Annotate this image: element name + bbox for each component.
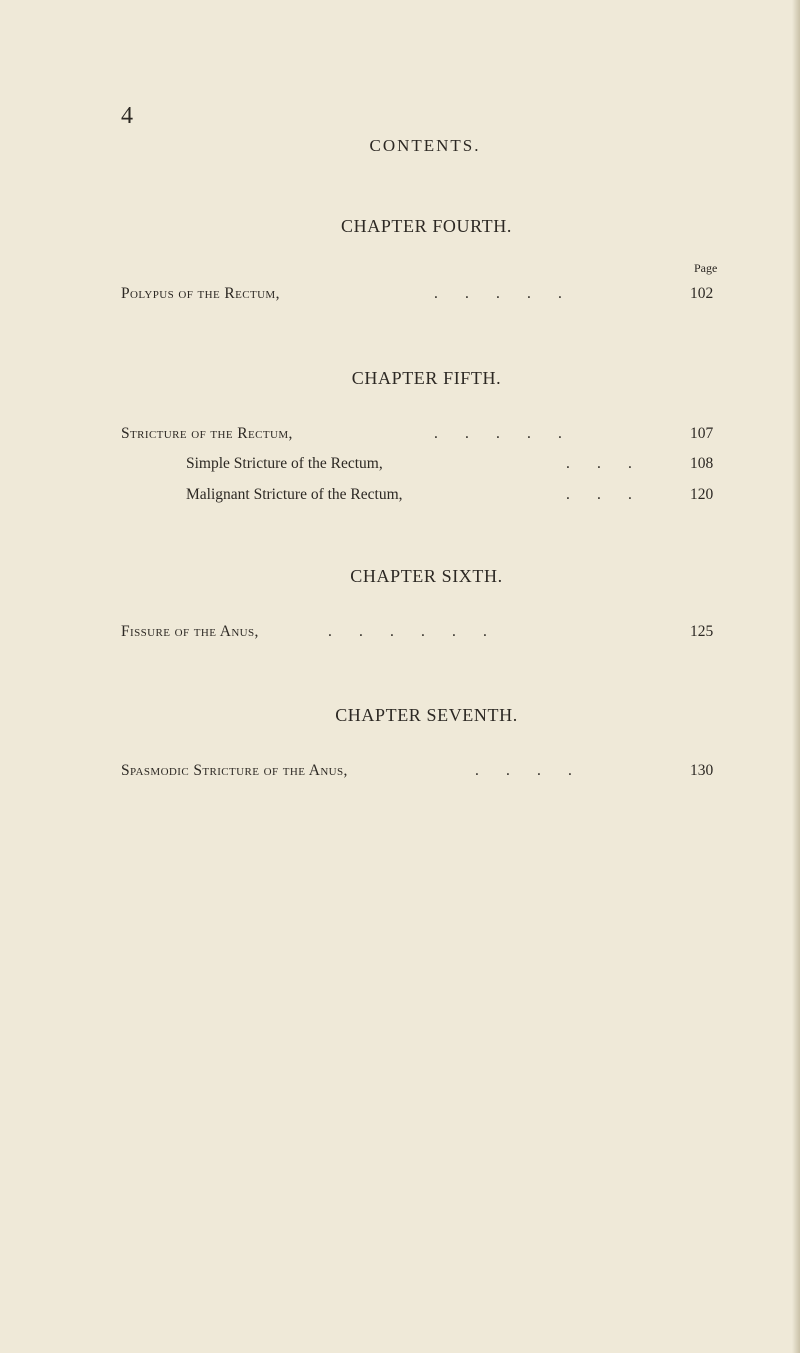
entry-title: Fissure of the Anus, <box>121 623 259 640</box>
entry-title: Malignant Stricture of the Rectum, <box>186 486 403 503</box>
dot-leaders: . . . . . . <box>328 623 487 640</box>
dot-leaders: . . . . <box>475 762 572 779</box>
chapter-heading: CHAPTER FIFTH. <box>351 368 502 388</box>
entry-title: Spasmodic Stricture of the Anus, <box>121 762 348 779</box>
entry-page-number: 125 <box>690 623 714 640</box>
dot-leaders: . . . . . <box>434 425 562 442</box>
dot-leaders: . . . <box>566 455 632 472</box>
entry-page-number: 120 <box>690 486 714 503</box>
page-number: 4 <box>121 103 133 129</box>
toc-entry <box>0 623 800 643</box>
page-column-label: Page <box>694 261 718 275</box>
chapter-heading: CHAPTER SEVENTH. <box>335 705 518 725</box>
toc-entry <box>0 486 800 506</box>
entry-page-number: 108 <box>690 455 714 472</box>
entry-page-number: 102 <box>690 285 714 302</box>
toc-entry <box>0 762 800 782</box>
dot-leaders: . . . <box>566 486 632 503</box>
entry-title: Simple Stricture of the Rectum, <box>186 455 383 472</box>
toc-entry <box>0 285 800 305</box>
chapter-heading: CHAPTER FOURTH. <box>341 216 512 236</box>
page-edge-shadow <box>792 0 800 1353</box>
entry-title: Stricture of the Rectum, <box>121 425 293 442</box>
dot-leaders: . . . . . <box>434 285 562 302</box>
entry-page-number: 130 <box>690 762 714 779</box>
toc-entry <box>0 455 800 475</box>
running-title: CONTENTS. <box>369 136 481 155</box>
toc-entry <box>0 425 800 445</box>
entry-title: Polypus of the Rectum, <box>121 285 280 302</box>
chapter-heading: CHAPTER SIXTH. <box>350 566 503 586</box>
entry-page-number: 107 <box>690 425 714 442</box>
